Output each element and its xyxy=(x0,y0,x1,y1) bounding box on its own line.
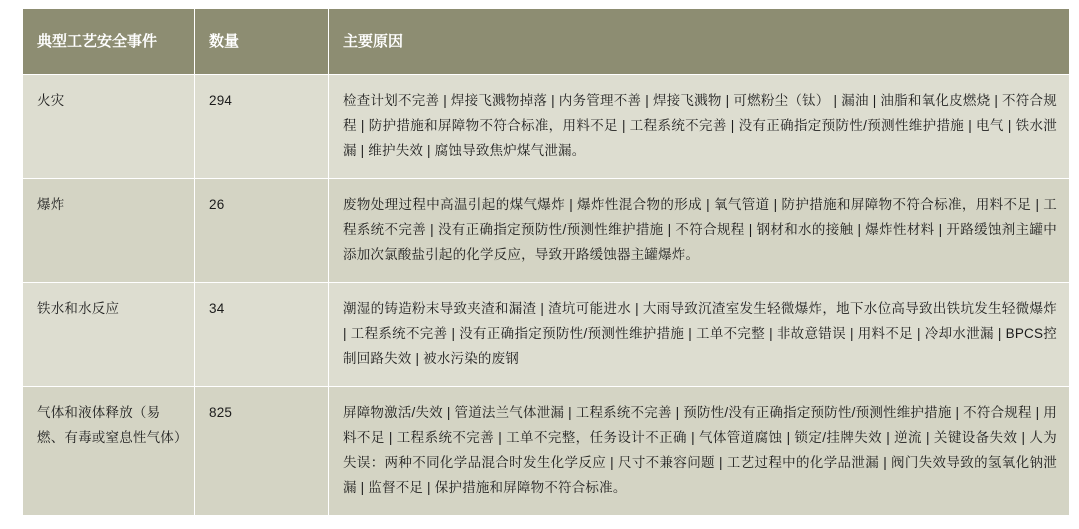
safety-events-table xyxy=(22,8,1070,516)
cell-count: 825 xyxy=(195,386,329,515)
table-body xyxy=(23,75,1070,516)
column-header-count: 数量 xyxy=(195,9,329,75)
cell-cause: 屏障物激活/失效 | 管道法兰气体泄漏 | 工程系统不完善 | 预防性/没有正确指定预防性/预测性维护措施 | 不符合规程 | 用料不足 | 工程系统不完善 | 工单不完整，任务设计不正确 | 气体管道腐蚀 | 锁定/挂牌失效 | 逆流 | 关键设备失效 | 人为失误：两种不同化学品混合时发生化学反应 | 尺寸不兼容问题 | 工艺过程中的化学品泄漏 | 阀门失效导致的氢氧化钠泄漏 | 监督不足 | 保护措施和屏障物不符合标准。 xyxy=(329,386,1070,515)
table-row xyxy=(23,386,1070,515)
cell-count: 294 xyxy=(195,75,329,179)
cell-cause: 潮湿的铸造粉末导致夹渣和漏渣 | 渣坑可能进水 | 大雨导致沉渣室发生轻微爆炸，地下水位高导致出铁坑发生轻微爆炸 | 工程系统不完善 | 没有正确指定预防性/预测性维护措施 | 工单不完整 | 非故意错误 | 用料不足 | 冷却水泄漏 | BPCS控制回路失效 | 被水污染的废钢 xyxy=(329,282,1070,386)
cell-event: 爆炸 xyxy=(23,178,195,282)
cell-event: 铁水和水反应 xyxy=(23,282,195,386)
table-row xyxy=(23,282,1070,386)
column-header-cause: 主要原因 xyxy=(329,9,1070,75)
cell-count: 34 xyxy=(195,282,329,386)
table-header xyxy=(23,9,1070,75)
cell-event: 气体和液体释放（易燃、有毒或窒息性气体） xyxy=(23,386,195,515)
column-header-event: 典型工艺安全事件 xyxy=(23,9,195,75)
cell-event: 火灾 xyxy=(23,75,195,179)
table-row xyxy=(23,75,1070,179)
table-row xyxy=(23,178,1070,282)
table-header-row xyxy=(23,9,1070,75)
cell-cause: 检查计划不完善 | 焊接飞溅物掉落 | 内务管理不善 | 焊接飞溅物 | 可燃粉尘（钛） | 漏油 | 油脂和氧化皮燃烧 | 不符合规程 | 防护措施和屏障物不符合标准，用料不足 | 工程系统不完善 | 没有正确指定预防性/预测性维护措施 | 电气 | 铁水泄漏 | 维护失效 | 腐蚀导致焦炉煤气泄漏。 xyxy=(329,75,1070,179)
cell-cause: 废物处理过程中高温引起的煤气爆炸 | 爆炸性混合物的形成 | 氧气管道 | 防护措施和屏障物不符合标准，用料不足 | 工程系统不完善 | 没有正确指定预防性/预测性维护措施 | 不符合规程 | 钢材和水的接触 | 爆炸性材料 | 开路缓蚀剂主罐中添加次氯酸盐引起的化学反应，导致开路缓蚀器主罐爆炸。 xyxy=(329,178,1070,282)
cell-count: 26 xyxy=(195,178,329,282)
